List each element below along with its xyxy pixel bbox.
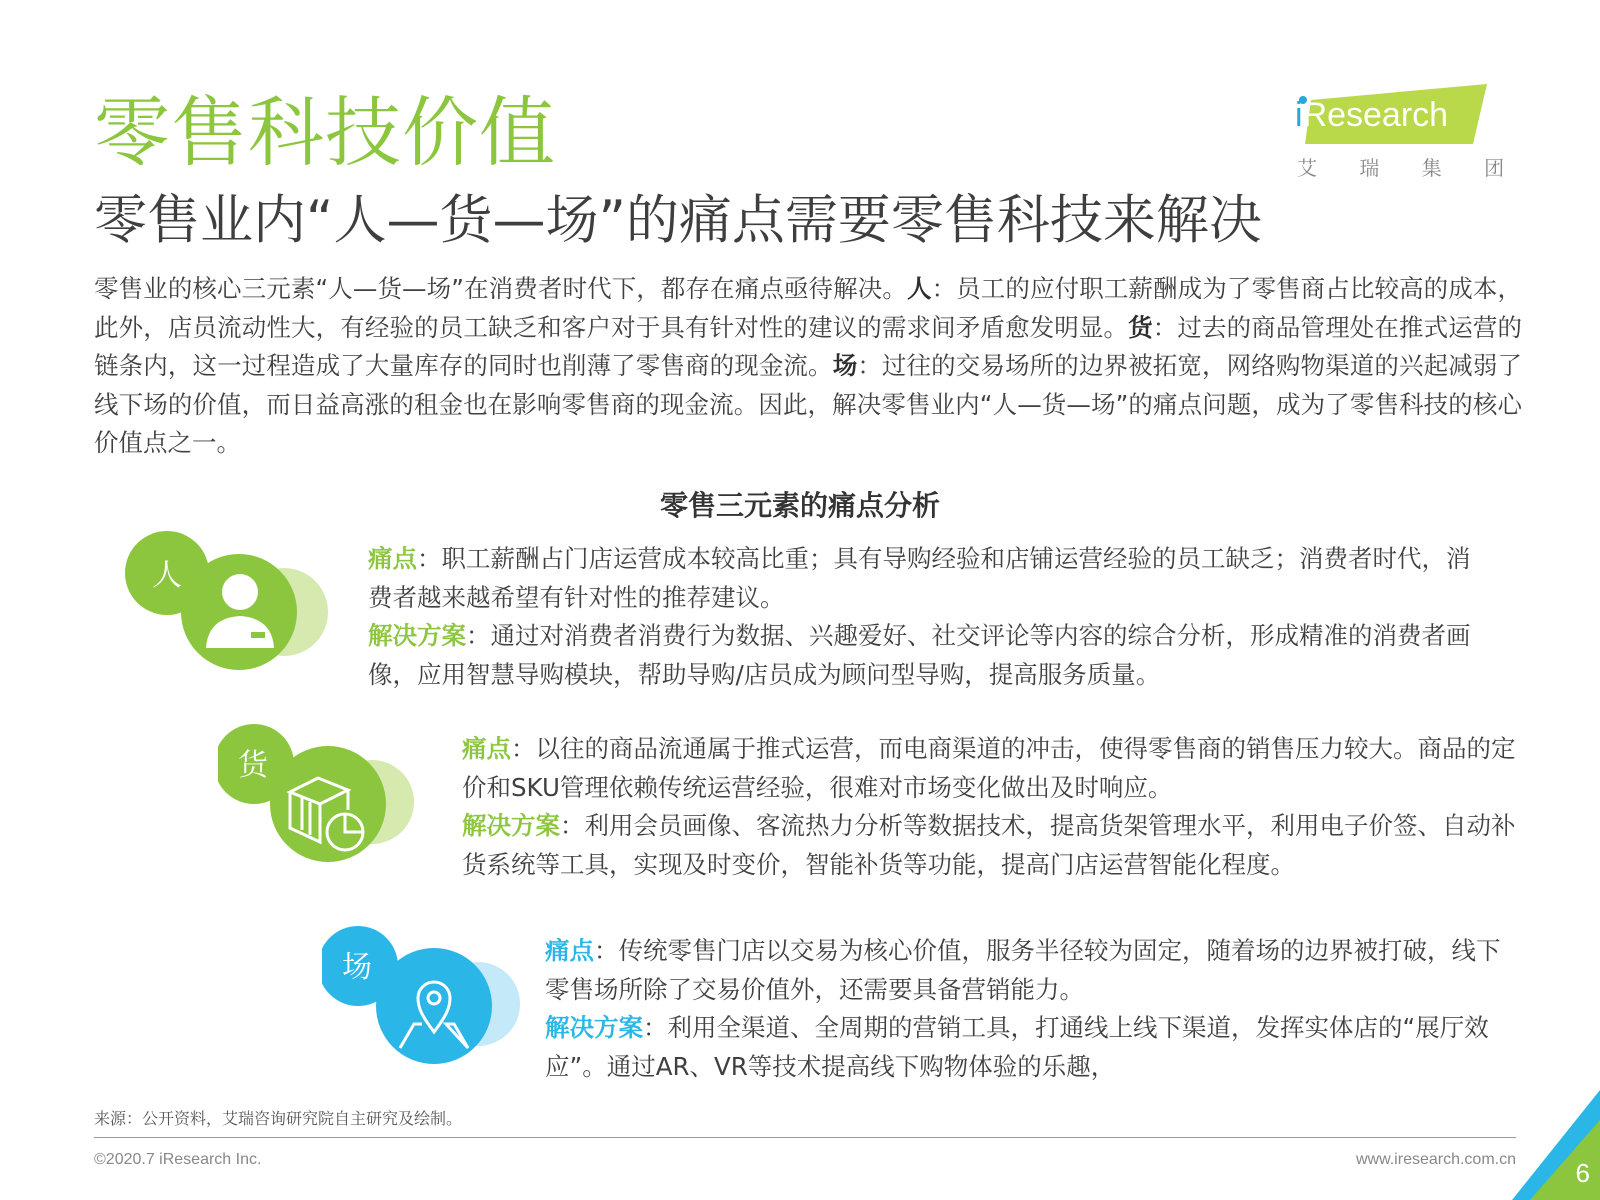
huo-text-block bbox=[462, 730, 1522, 884]
source-note: 来源：公开资料，艾瑞咨询研究院自主研究及绘制。 bbox=[94, 1109, 463, 1128]
intro-paragraph bbox=[94, 270, 1522, 463]
intro-text-1: 零售业的核心三元素“人—货—场”在消费者时代下，都存在痛点亟待解决。 bbox=[94, 274, 907, 303]
badge-chang: 场 bbox=[342, 950, 372, 985]
chang-solution-text: ：利用全渠道、全周期的营销工具，打通线上线下渠道，发挥实体店的“展厅效应”。通过AR、VR等技术提高线下购物体验的乐趣， bbox=[545, 1013, 1489, 1081]
chang-icon-group bbox=[322, 924, 532, 1074]
logo-cn: 艾 瑞 集 团 bbox=[1297, 156, 1523, 180]
logo-text bbox=[1295, 96, 1448, 135]
section-title: 零售三元素的痛点分析 bbox=[659, 489, 940, 522]
badge-huo: 货 bbox=[238, 748, 268, 783]
ren-pain-text: ：职工薪酬占门店运营成本较高比重；具有导购经验和店铺运营经验的员工缺乏；消费者时代，消费者越来越希望有针对性的推荐建议。 bbox=[368, 544, 1471, 612]
chang-solution-label: 解决方案 bbox=[545, 1013, 643, 1042]
huo-pain bbox=[462, 730, 1522, 807]
footer-divider bbox=[94, 1137, 1516, 1138]
intro-key-chang: 场 bbox=[832, 351, 858, 380]
ren-pain bbox=[368, 540, 1488, 617]
intro-key-ren: 人 bbox=[906, 274, 932, 303]
ren-text-block bbox=[368, 540, 1488, 694]
intro-text-3: ：过去的商品管理处在推式运营的链条内，这一过程造成了大量库存的同时也削薄了零售商的现金流。 bbox=[94, 312, 1522, 380]
iresearch-logo bbox=[1295, 82, 1523, 180]
ren-solution-label: 解决方案 bbox=[368, 621, 466, 650]
chang-pain-label: 痛点 bbox=[545, 936, 594, 965]
huo-solution bbox=[462, 807, 1522, 884]
intro-text-2: ：员工的应付职工薪酬成为了零售商占比较高的成本，此外，店员流动性大，有经验的员工缺乏和客户对于具有针对性的建议的需求间矛盾愈发明显。 bbox=[94, 274, 1522, 342]
chang-solution bbox=[545, 1009, 1505, 1086]
ren-pain-label: 痛点 bbox=[368, 544, 417, 573]
chang-pain bbox=[545, 932, 1505, 1009]
ren-icon-group bbox=[124, 530, 344, 680]
badge-ren: 人 bbox=[152, 558, 182, 593]
huo-solution-label: 解决方案 bbox=[462, 811, 560, 840]
huo-pain-label: 痛点 bbox=[462, 734, 511, 763]
website-url: www.iresearch.com.cn bbox=[1355, 1151, 1516, 1168]
intro-text-4: ：过往的交易场所的边界被拓宽，网络购物渠道的兴起减弱了线下场的价值，而日益高涨的租金也在影响零售商的现金流。因此，解决零售业内“人—货—场”的痛点问题，成为了零售科技的核心价值点之一。 bbox=[94, 351, 1523, 457]
page-title: 零售科技价值 bbox=[94, 88, 556, 177]
intro-key-huo: 货 bbox=[1128, 312, 1153, 342]
copyright: ©2020.7 iResearch Inc. bbox=[94, 1151, 262, 1168]
logo-i: i bbox=[1295, 96, 1303, 134]
huo-pain-text: ：以往的商品流通属于推式运营，而电商渠道的冲击，使得零售商的销售压力较大。商品的定价和SKU管理依赖传统运营经验，很难对市场变化做出及时响应。 bbox=[462, 734, 1516, 802]
chang-text-block bbox=[545, 932, 1505, 1086]
page-subtitle: 零售业内“人—货—场”的痛点需要零售科技来解决 bbox=[94, 190, 1262, 251]
page-number: 6 bbox=[1575, 1158, 1590, 1188]
huo-icon-group bbox=[218, 722, 428, 872]
huo-solution-text: ：利用会员画像、客流热力分析等数据技术，提高货架管理水平，利用电子价签、自动补货系统等工具，实现及时变价，智能补货等功能，提高门店运营智能化程度。 bbox=[462, 811, 1516, 879]
ren-solution-text: ：通过对消费者消费行为数据、兴趣爱好、社交评论等内容的综合分析，形成精准的消费者画像，应用智慧导购模块，帮助导购/店员成为顾问型导购，提高服务质量。 bbox=[368, 621, 1471, 689]
ren-solution bbox=[368, 617, 1488, 694]
logo-research: Research bbox=[1302, 96, 1449, 134]
chang-pain-text: ：传统零售门店以交易为核心价值，服务半径较为固定，随着场的边界被打破，线下零售场所除了交易价值外，还需要具备营销能力。 bbox=[545, 936, 1501, 1004]
